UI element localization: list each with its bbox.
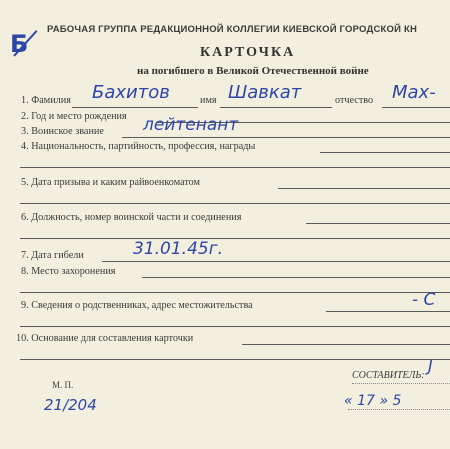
organization-header: РАБОЧАЯ ГРУППА РЕДАКЦИОННОЙ КОЛЛЕГИИ КИЕВСКОЙ ГОРОДСКОЙ КН	[47, 24, 418, 35]
field-relatives-value: - С	[412, 290, 436, 310]
position-line	[306, 223, 450, 224]
field-death-date-value: 31.01.45г.	[133, 239, 224, 259]
field-death-date-label: 7. Дата гибели	[21, 250, 84, 261]
name-line	[220, 107, 332, 108]
compiler-signature: J	[428, 356, 433, 375]
rank-line	[122, 137, 450, 138]
field-name-value: Шавкат	[228, 82, 302, 103]
compiler-line	[352, 383, 450, 384]
field-nationality-label: 4. Национальность, партийность, профессия, награды	[21, 141, 256, 152]
field-rank-value: лейтенант	[143, 115, 239, 135]
patronymic-line	[382, 107, 450, 108]
card-number: 21/204	[44, 396, 97, 414]
field-position-label: 6. Должность, номер воинской части и соединения	[21, 212, 242, 223]
field-relatives-label: 9. Сведения о родственниках, адрес местожительства	[21, 300, 253, 311]
field-name-label: имя	[200, 95, 217, 106]
compiler-label: СОСТАВИТЕЛЬ:	[352, 370, 425, 381]
surname-line	[72, 107, 198, 108]
burial-line	[142, 277, 450, 278]
card-subtitle: на погибшего в Великой Отечественной войне	[137, 65, 369, 77]
field-surname-label: 1. Фамилия	[21, 95, 71, 106]
death-date-line	[102, 261, 450, 262]
field-rank-label: 3. Воинское звание	[21, 126, 104, 137]
field-conscription-label: 5. Дата призыва и каким райвоенкоматом	[21, 177, 200, 188]
nationality-line	[320, 152, 450, 153]
conscription-line-2	[20, 203, 450, 204]
relatives-line-2	[20, 326, 450, 327]
corner-mark: Б	[10, 30, 29, 58]
field-basis-label: 10. Основание для составления карточки	[16, 333, 194, 344]
basis-line	[242, 344, 450, 345]
basis-line-2	[20, 359, 450, 360]
relatives-line	[326, 311, 450, 312]
field-burial-label: 8. Место захоронения	[21, 266, 116, 277]
date-text: « 17 » 5	[344, 393, 402, 409]
burial-line-2	[20, 292, 450, 293]
nationality-line-2	[20, 167, 450, 168]
position-line-2	[20, 238, 450, 239]
conscription-line	[278, 188, 450, 189]
field-patronymic-label: отчество	[335, 95, 374, 106]
card-title: КАРТОЧКА	[200, 45, 296, 60]
field-surname-value: Бахитов	[92, 82, 170, 103]
field-birth-label: 2. Год и место рождения	[21, 111, 127, 122]
date-line	[348, 409, 450, 410]
stamp-place: М. П.	[52, 380, 74, 390]
field-patronymic-value: Мах-	[392, 82, 436, 103]
